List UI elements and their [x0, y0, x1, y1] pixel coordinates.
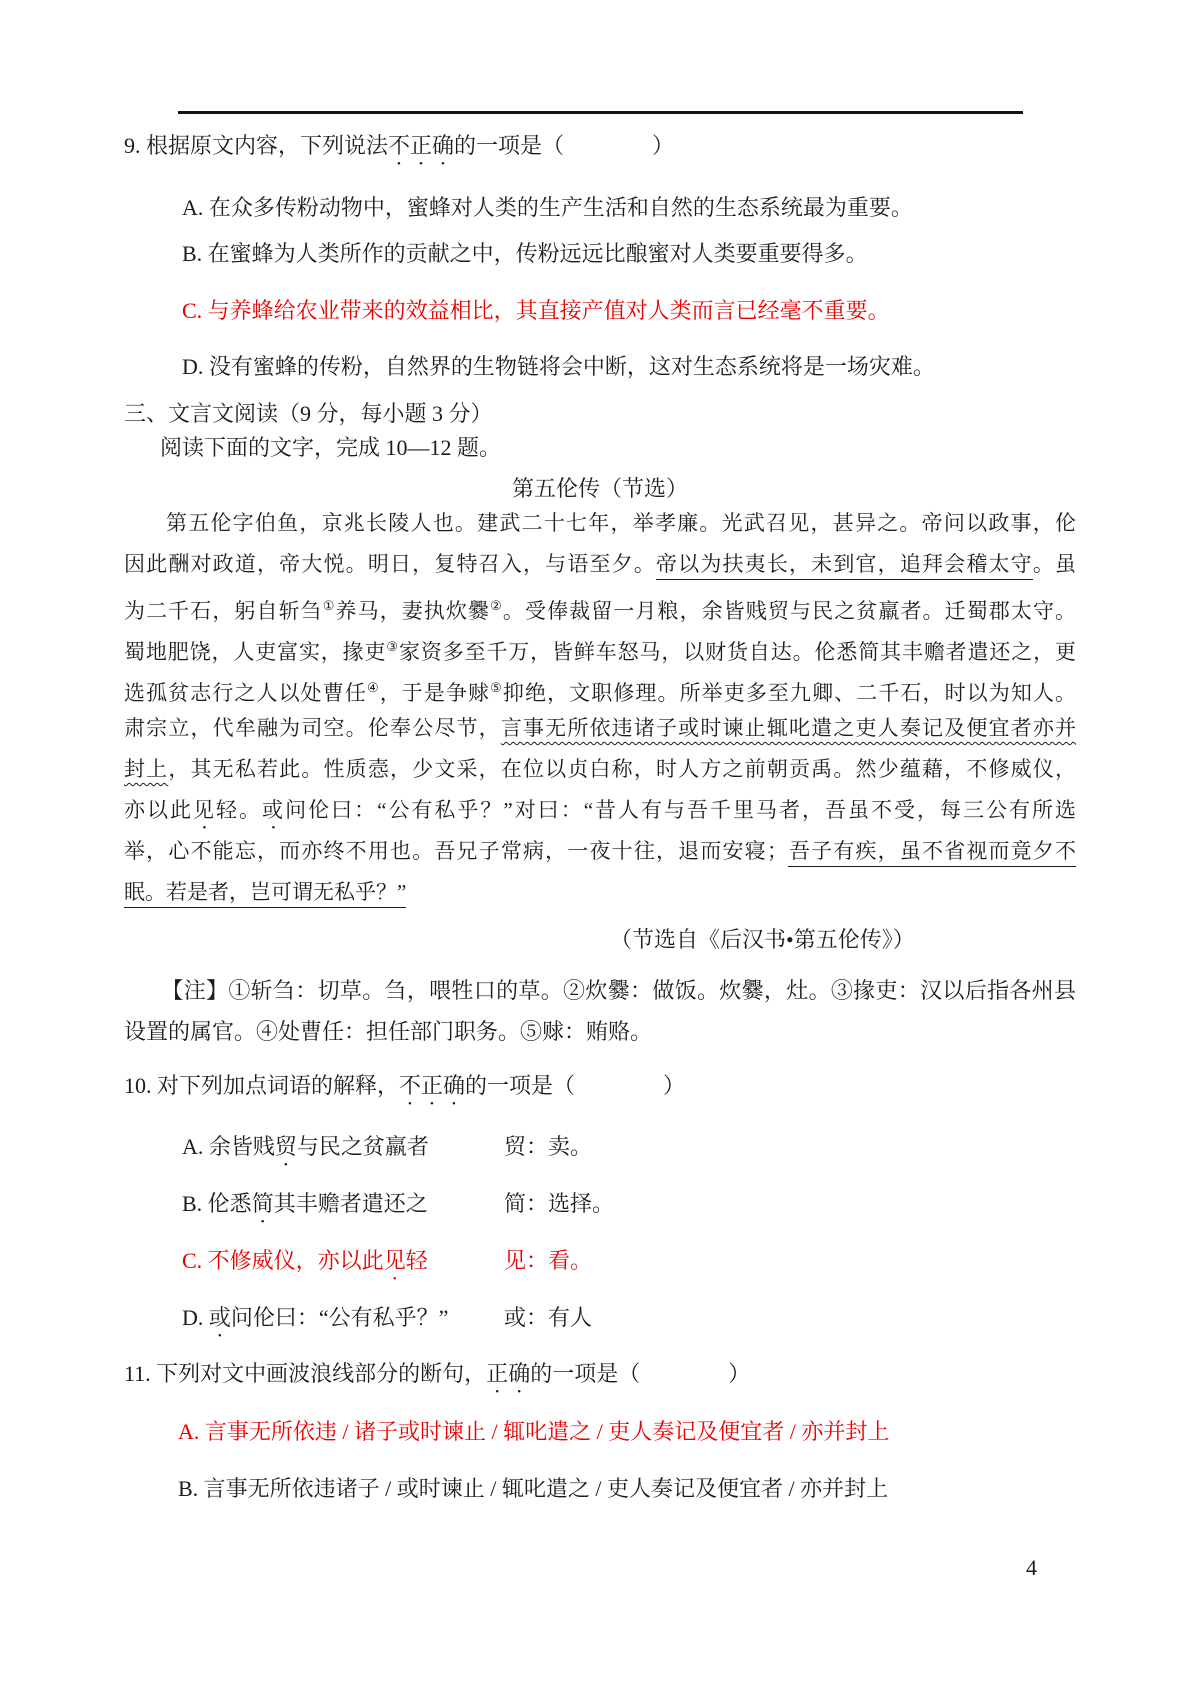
- option-text: 其丰赡者遣还之: [273, 1191, 428, 1216]
- q11-stem-post: 的一项是（ ）: [530, 1361, 751, 1386]
- footnotes: [124, 970, 1076, 1052]
- passage-line: [124, 585, 1076, 626]
- q10-c-gloss: 见：看。: [504, 1248, 593, 1273]
- passage-text: 家资多至千万，皆鲜车怒马，以财货自达。伦悉: [398, 640, 859, 664]
- q10-stem-post: 的一项是（ ）: [465, 1073, 686, 1098]
- dotted-char: 或: [262, 798, 286, 822]
- passage-line: [124, 708, 1076, 749]
- question-9-stem: [124, 131, 674, 170]
- passage-text: 为二千石，躬自斩刍: [124, 599, 323, 623]
- section-heading: 三、文言文阅读（9 分，每小题 3 分）: [124, 401, 493, 426]
- footnote-line: 【注】①斩刍：切草。刍，喂牲口的草。②炊爨：做饭。炊爨，灶。③掾吏：汉以后指各州县: [161, 978, 1076, 1003]
- passage-text: 。虽: [1032, 552, 1076, 576]
- underlined-text: 吾子有疾，虽不省视而竟夕不: [788, 839, 1076, 867]
- dotted-char: 贸: [767, 599, 791, 623]
- dotted-char: 或: [208, 1305, 231, 1330]
- q10-b-phrase: [182, 1189, 504, 1228]
- q11-option-a-answer: A. 言事无所依违 / 诸子或时谏止 / 辄叱遣之 / 吏人奏记及便宜者 / 亦并封上: [178, 1419, 890, 1444]
- passage-line: [124, 503, 1076, 544]
- q10-a-gloss: 贸：卖。: [504, 1134, 593, 1159]
- passage-text: 抑绝，文职修理。所举吏多至九卿、二千石，时以为知人。: [502, 681, 1076, 705]
- q9-stem-pre: 9. 根据原文内容，下列说法: [124, 133, 389, 158]
- q9-option-d: D. 没有蜜蜂的传粉，自然界的生物链将会中断，这对生态系统将是一场灾难。: [182, 354, 935, 379]
- passage-text: 。受俸裁留一月粮，余皆贱: [502, 599, 768, 623]
- q11-stem-emphasis: 正确: [486, 1361, 531, 1386]
- footnote-marker: ①: [322, 598, 336, 613]
- section-intro: 阅读下面的文字，完成 10—12 题。: [160, 435, 502, 460]
- q10-option-a: [182, 1132, 592, 1171]
- q9-stem-emphasis: 不正确: [388, 133, 455, 158]
- passage-text: 肃宗立，代牟融为司空。伦奉公尽节，: [124, 716, 501, 740]
- passage-line: [124, 831, 1076, 872]
- passage-text: 因此酬对政道，帝大悦。明日，复特召入，与语至夕。: [124, 552, 656, 576]
- q10-d-phrase: [182, 1303, 504, 1342]
- option-text: 与民之贫羸者: [296, 1134, 429, 1159]
- wavy-underlined-text: 封上: [124, 757, 169, 781]
- footnote-marker: ②: [490, 598, 503, 613]
- q10-stem-emphasis: 不正确: [399, 1073, 466, 1098]
- q9-stem-post: 的一项是（ ）: [454, 133, 675, 158]
- option-text: C. 不修威仪，亦以此: [182, 1248, 384, 1273]
- header-rule: [178, 111, 1023, 114]
- question-11-stem: [124, 1359, 750, 1398]
- q10-stem-pre: 10. 对下列加点词语的解释，: [124, 1073, 400, 1098]
- passage-title: 第五伦传（节选）: [511, 476, 688, 501]
- dotted-char: 见: [193, 798, 217, 822]
- passage-text: 问伦曰：“公有私乎？”对曰：“昔人有与吾千里马者，吾虽不受，每三公有所选: [285, 798, 1076, 822]
- passage-line: [124, 544, 1076, 585]
- passage-text: 亦以此: [124, 798, 194, 822]
- passage-line: [124, 790, 1076, 831]
- passage-source: （节选自《后汉书•第五伦传》）: [610, 927, 915, 952]
- underlined-text: 帝以为扶夷长，未到官，追拜会稽太守: [656, 552, 1033, 580]
- q10-d-gloss: 或：有人: [504, 1305, 593, 1330]
- dotted-char: 简: [251, 1191, 274, 1216]
- option-text: 轻: [405, 1248, 428, 1273]
- q10-option-b: [182, 1189, 614, 1228]
- option-text: 问伦曰：“公有私乎？”: [230, 1305, 449, 1330]
- q10-option-d: [182, 1303, 592, 1342]
- footnote-marker: ⑤: [490, 680, 503, 695]
- footnote-marker: ④: [366, 680, 380, 695]
- q11-stem-pre: 11. 下列对文中画波浪线部分的断句，: [124, 1361, 487, 1386]
- page-number: 4: [1026, 1555, 1037, 1580]
- q10-b-gloss: 简：选择。: [504, 1191, 615, 1216]
- passage-line: [124, 667, 1076, 708]
- passage-text: ，其无私若此。性质悫，少文采，在位以贞白称，时人方之前朝贡禹。然少蕴藉，不修威仪，: [168, 757, 1076, 781]
- q10-a-phrase: [182, 1132, 504, 1171]
- underlined-text: 眠。若是者，岂可谓无私乎？”: [124, 880, 406, 908]
- passage-text: 第五伦字伯鱼，京兆长陵人也。建武二十七年，举孝廉。光武召见，甚异之。帝问以政事，伦: [166, 511, 1076, 535]
- passage-text: 其丰赡者遣还之，更: [880, 640, 1076, 664]
- passage-text: 养马，妻执炊爨: [335, 599, 491, 623]
- q9-option-a: A. 在众多传粉动物中，蜜蜂对人类的生产生活和自然的生态系统最为重要。: [182, 195, 913, 220]
- dotted-char: 贸: [274, 1134, 297, 1159]
- q9-option-b: B. 在蜜蜂为人类所作的贡献之中，传粉远远比酿蜜对人类要重要得多。: [182, 241, 868, 266]
- wavy-underlined-text: 言事无所依违诸子或时谏止辄叱遣之吏人奏记及便宜者亦并: [500, 716, 1076, 740]
- passage-text: 蜀地肥饶，人吏富实，掾吏: [124, 640, 387, 664]
- q11-option-b: B. 言事无所依违诸子 / 或时谏止 / 辄叱遣之 / 吏人奏记及便宜者 / 亦并封上: [178, 1476, 889, 1501]
- dotted-char: 简: [858, 640, 881, 664]
- footnote-marker: ③: [386, 639, 399, 654]
- passage-line: [124, 626, 1076, 667]
- option-text: D.: [182, 1305, 209, 1330]
- option-text: B. 伦悉: [182, 1191, 252, 1216]
- passage-line: [124, 872, 1076, 913]
- q10-option-c-answer: [182, 1246, 592, 1285]
- dotted-char: 见: [383, 1248, 406, 1273]
- classical-passage: [124, 503, 1076, 913]
- passage-text: 与民之贫羸者。迁蜀郡太守。: [790, 599, 1076, 623]
- q9-option-c-answer: C. 与养蜂给农业带来的效益相比，其直接产值对人类而言已经毫不重要。: [182, 298, 890, 323]
- passage-text: 选孤贫志行之人以处曹任: [124, 681, 367, 705]
- option-text: A. 余皆贱: [182, 1134, 275, 1159]
- footnote-line: 设置的属官。④处曹任：担任部门职务。⑤赇：贿赂。: [124, 1019, 653, 1044]
- question-10-stem: [124, 1071, 685, 1110]
- passage-text: ，于是争赇: [379, 681, 491, 705]
- q10-c-phrase: [182, 1246, 504, 1285]
- passage-line: [124, 749, 1076, 790]
- passage-text: 举，心不能忘，而亦终不用也。吾兄子常病，一夜十往，退而安寝；: [124, 839, 788, 863]
- passage-text: 轻。: [216, 798, 263, 822]
